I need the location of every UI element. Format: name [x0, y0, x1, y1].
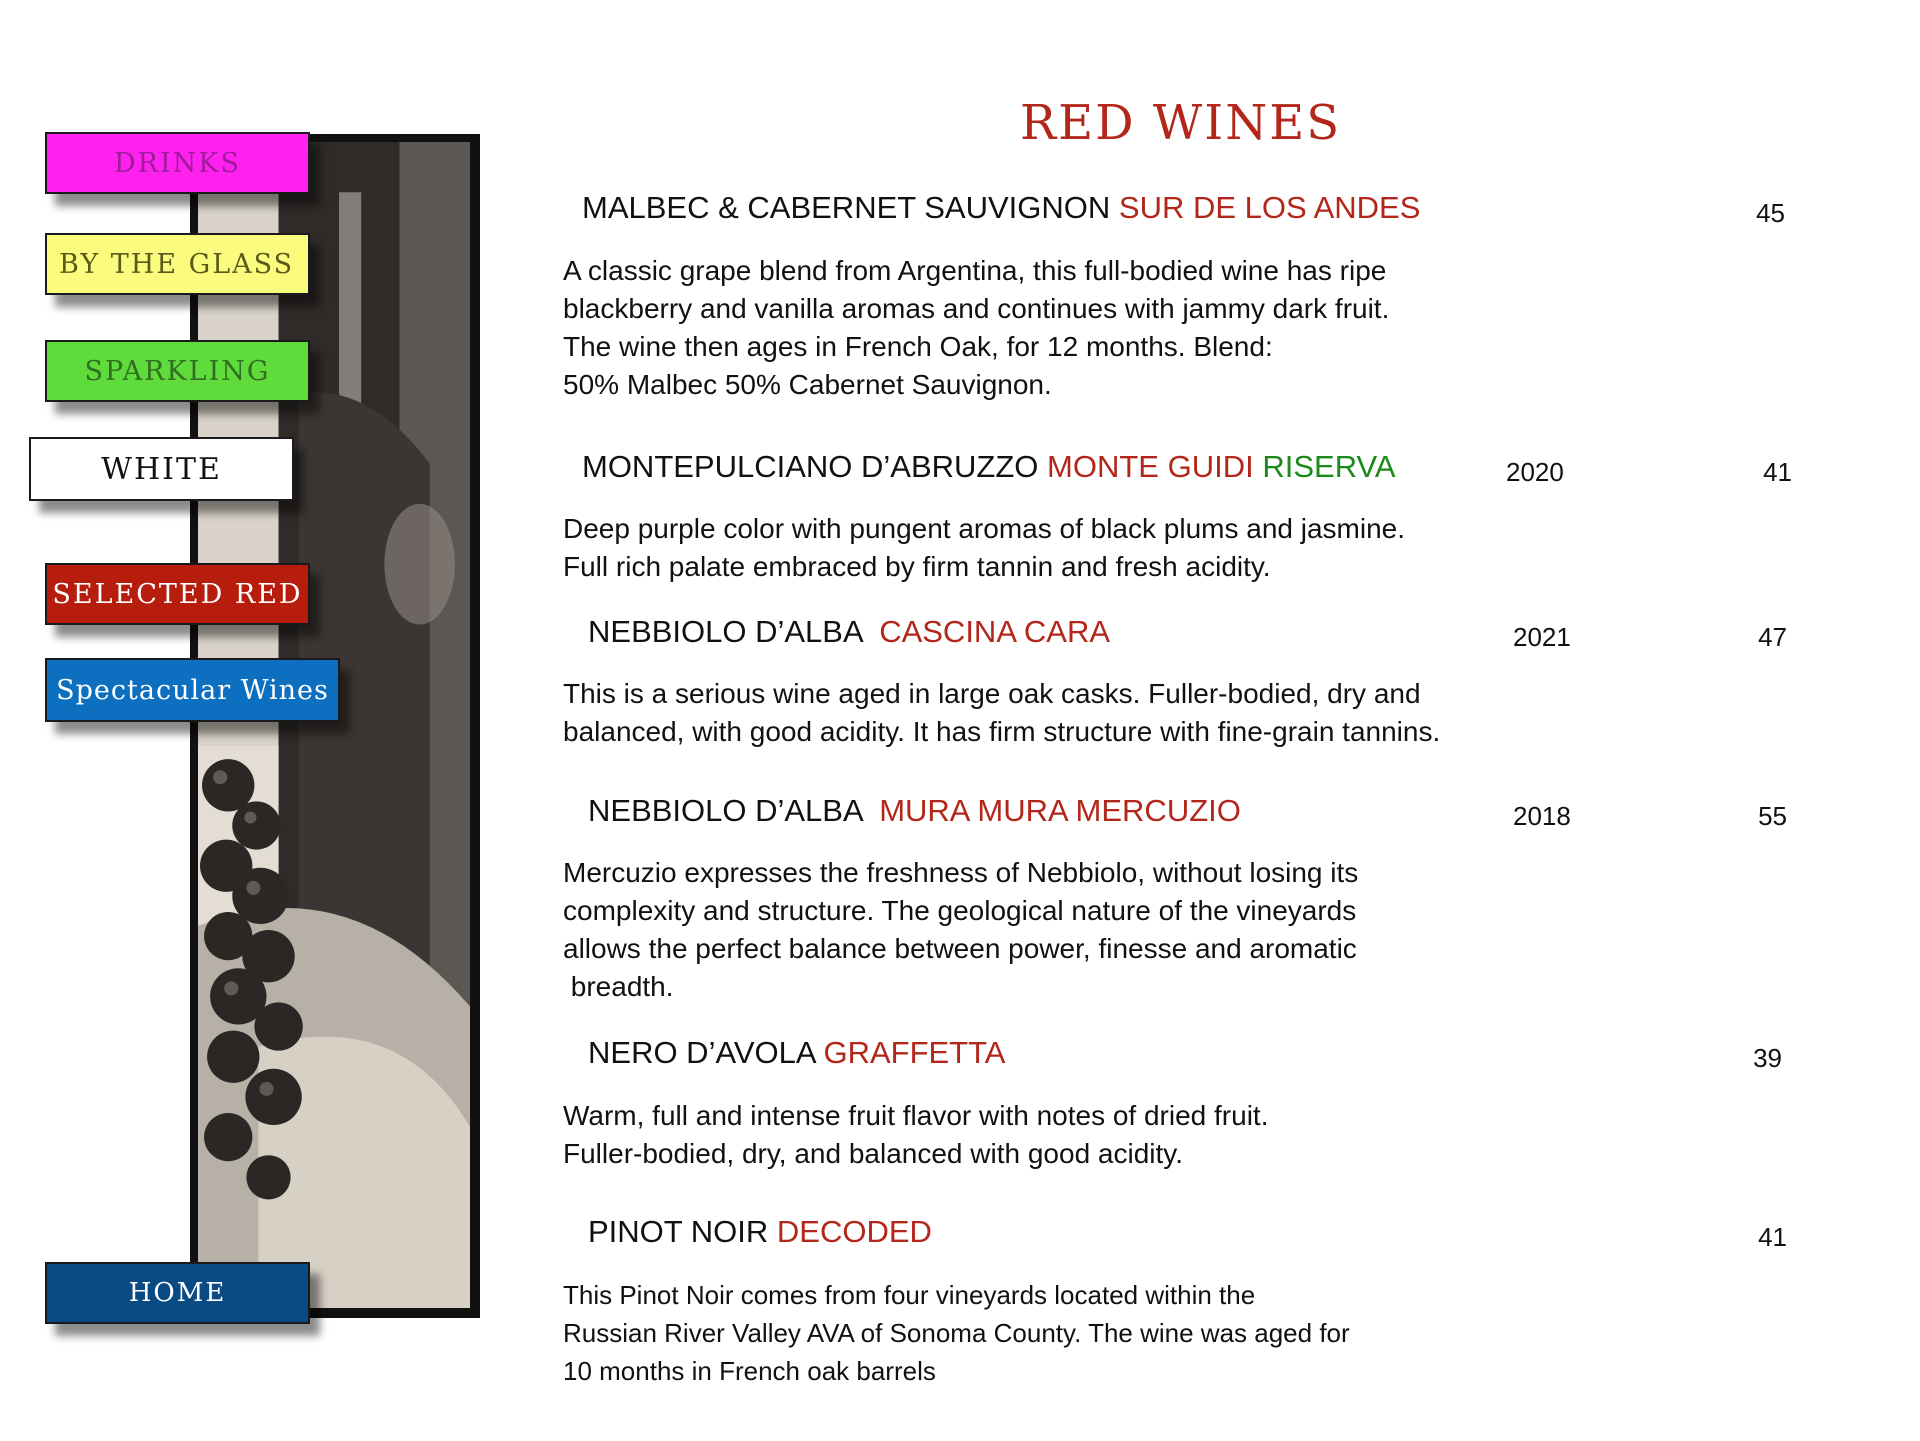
wine-varietal: PINOT NOIR [588, 1214, 769, 1249]
wine-description [563, 1097, 1268, 1173]
wine-varietal: NEBBIOLO D’ALBA [588, 614, 862, 649]
wine-varietal: NERO D’AVOLA [588, 1035, 815, 1070]
nav-selected-red-button[interactable]: SELECTED RED [45, 563, 310, 625]
wine-heading [582, 190, 1420, 226]
wine-producer: MONTE GUIDI [1047, 449, 1254, 484]
wine-year: 2018 [1513, 801, 1571, 831]
wine-description [563, 1276, 1350, 1390]
wine-description-line: This Pinot Noir comes from four vineyards located within the [563, 1280, 1256, 1310]
wine-varietal: MONTEPULCIANO D’ABRUZZO [582, 449, 1039, 484]
wine-price: 45 [1756, 198, 1785, 228]
nav-home-button[interactable]: HOME [45, 1262, 310, 1324]
wine-description-line: Full rich palate embraced by firm tannin and fresh acidity. [563, 551, 1271, 582]
wine-description-line: complexity and structure. The geological nature of the vineyards [563, 895, 1357, 926]
wine-description-line: 50% Malbec 50% Cabernet Sauvignon. [563, 369, 1052, 400]
wine-producer: SUR DE LOS ANDES [1118, 190, 1421, 225]
wine-description-line: Mercuzio expresses the freshness of Nebbiolo, without losing its [563, 857, 1359, 888]
wine-price: 55 [1758, 801, 1787, 831]
nav-by-the-glass-button[interactable]: BY THE GLASS [45, 233, 310, 295]
wine-description-line: The wine then ages in French Oak, for 12 months. Blend: [563, 331, 1273, 362]
wine-heading [582, 449, 1396, 485]
wine-description-line: A classic grape blend from Argentina, this full-bodied wine has ripe [563, 255, 1387, 286]
wine-heading [588, 793, 1241, 829]
wine-price: 41 [1763, 457, 1792, 487]
wine-varietal: MALBEC & CABERNET SAUVIGNON [582, 190, 1111, 225]
wine-description-line: allows the perfect balance between power, finesse and aromatic [563, 933, 1357, 964]
wine-producer: GRAFFETTA [823, 1035, 1006, 1070]
wine-description-line: 10 months in French oak barrels [563, 1356, 936, 1386]
wine-producer: CASCINA CARA [879, 614, 1111, 649]
wine-heading [588, 1035, 1005, 1071]
wine-description-line: Deep purple color with pungent aromas of black plums and jasmine. [563, 513, 1406, 544]
wine-price: 47 [1758, 622, 1787, 652]
wine-heading [588, 614, 1110, 650]
nav-drinks-button[interactable]: DRINKS [45, 132, 310, 194]
wine-description-line: breadth. [563, 971, 674, 1002]
nav-sparkling-button[interactable]: SPARKLING [45, 340, 310, 402]
wine-varietal: NEBBIOLO D’ALBA [588, 793, 862, 828]
wine-description [563, 675, 1440, 751]
wine-description-line: Fuller-bodied, dry, and balanced with good acidity. [563, 1138, 1183, 1169]
wine-price: 39 [1753, 1043, 1782, 1073]
wine-producer: MURA MURA MERCUZIO [879, 793, 1241, 828]
page-title: RED WINES [1020, 95, 1342, 151]
nav-spectacular-wines-button[interactable]: Spectacular Wines [45, 658, 340, 722]
wine-description [563, 510, 1405, 586]
wine-riserva-label: RISERVA [1262, 449, 1396, 484]
wine-description-line: Russian River Valley AVA of Sonoma County. The wine was aged for [563, 1318, 1350, 1348]
wine-year: 2021 [1513, 622, 1571, 652]
wine-producer: DECODED [776, 1214, 932, 1249]
wine-price: 41 [1758, 1222, 1787, 1252]
wine-description-line: This is a serious wine aged in large oak casks. Fuller-bodied, dry and [563, 678, 1421, 709]
wine-year: 2020 [1506, 457, 1564, 487]
wine-heading [588, 1214, 932, 1250]
wine-description-line: Warm, full and intense fruit flavor with notes of dried fruit. [563, 1100, 1269, 1131]
wine-description-line: balanced, with good acidity. It has firm structure with fine-grain tannins. [563, 716, 1441, 747]
wine-description-line: blackberry and vanilla aromas and continues with jammy dark fruit. [563, 293, 1390, 324]
nav-white-button[interactable]: WHITE [29, 437, 294, 501]
wine-bottle-photo [190, 134, 480, 1318]
wine-description [563, 252, 1389, 404]
wine-description [563, 854, 1358, 1006]
